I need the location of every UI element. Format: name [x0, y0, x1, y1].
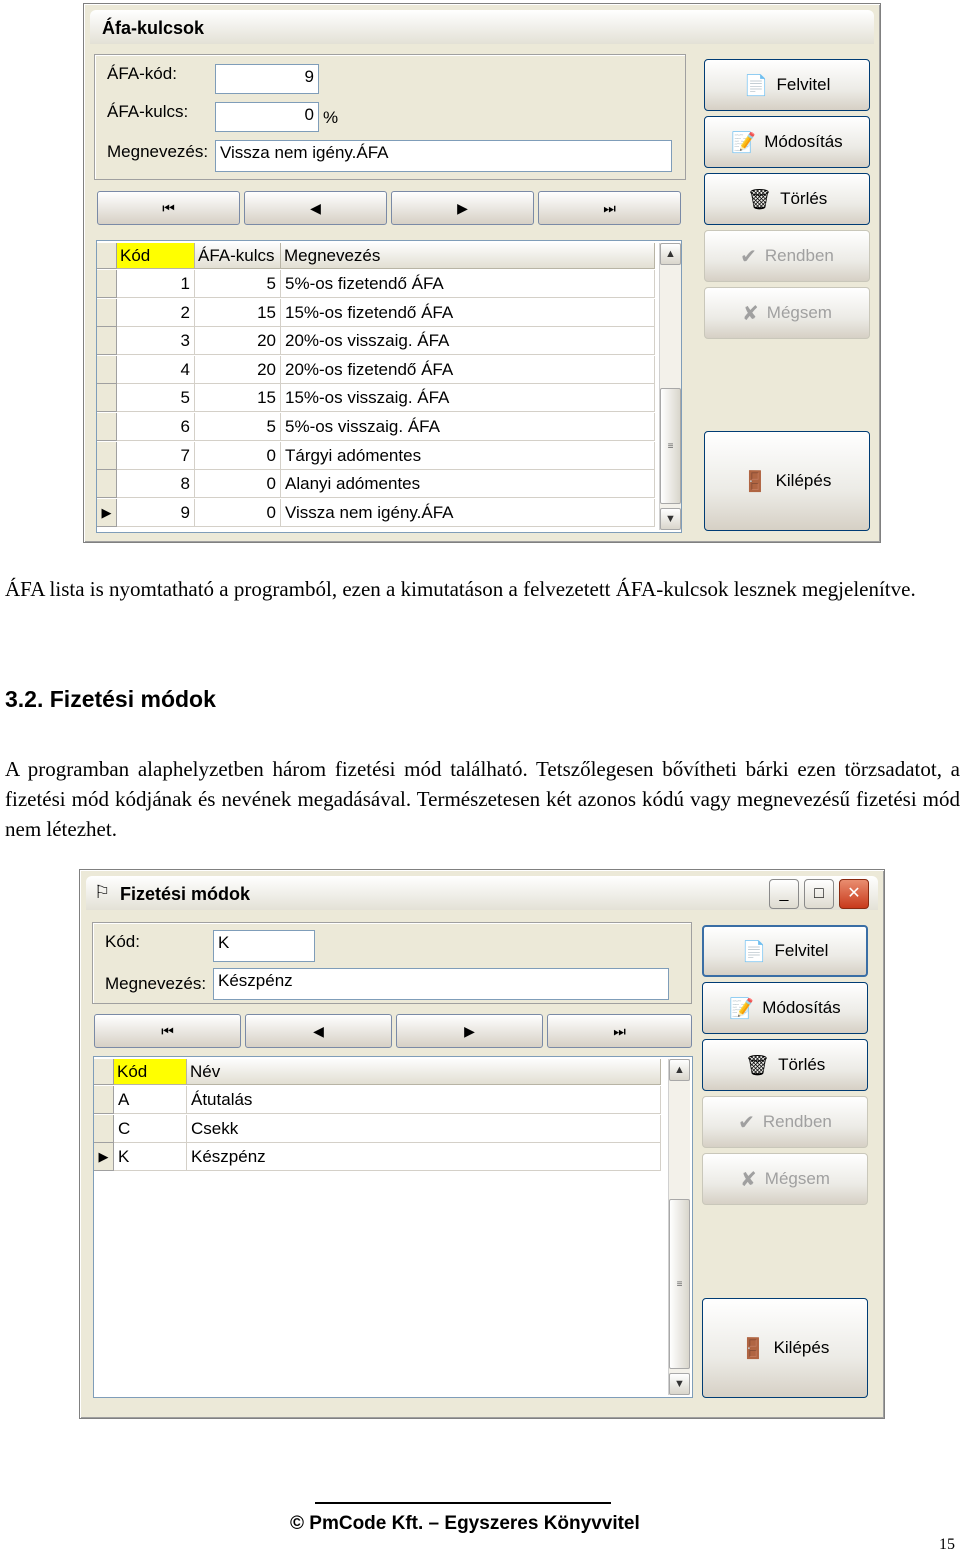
- minimize-icon[interactable]: _: [769, 879, 799, 909]
- cell-kulcs[interactable]: 20: [195, 327, 281, 355]
- cell-megnevezes[interactable]: 20%-os fizetendő ÁFA: [281, 356, 655, 384]
- afa-kilepes-button[interactable]: [704, 431, 870, 531]
- afa-window-title: Áfa-kulcsok: [102, 18, 205, 38]
- cell-kulcs[interactable]: 0: [195, 470, 281, 498]
- cell-kod[interactable]: 1: [117, 270, 195, 298]
- fm-kilepes-label: Kilépés: [773, 1338, 830, 1357]
- fm-megnevezes-input[interactable]: Készpénz: [213, 968, 669, 1000]
- cell-kod[interactable]: A: [114, 1086, 187, 1114]
- fm-kod-input[interactable]: K: [213, 930, 315, 962]
- afa-kulcs-label: ÁFA-kulcs:: [107, 102, 189, 121]
- row-indicator: [97, 470, 117, 498]
- cell-kod[interactable]: 2: [117, 299, 195, 327]
- row-indicator: [97, 384, 117, 412]
- afa-megnevezes-input[interactable]: Vissza nem igény.ÁFA: [215, 140, 672, 172]
- row-indicator: [97, 299, 117, 327]
- exit-door-icon: 🚪: [742, 470, 768, 493]
- fm-nav-prev-button[interactable]: ◀: [245, 1014, 392, 1048]
- afa-kilepes-label: Kilépés: [775, 471, 832, 490]
- afa-kulcs-input[interactable]: 0: [215, 102, 319, 132]
- fm-titlebar: [86, 876, 878, 910]
- fm-scroll-up-icon[interactable]: ▲: [669, 1059, 690, 1081]
- afa-megsem-button[interactable]: [704, 287, 870, 339]
- fm-scroll-thumb[interactable]: ≡: [669, 1199, 690, 1369]
- afa-nav-last-button[interactable]: ⏭: [538, 191, 681, 225]
- row-indicator: [97, 327, 117, 355]
- fm-grid: [93, 1056, 693, 1398]
- row-indicator: ▶: [94, 1143, 114, 1171]
- fm-scroll-down-icon[interactable]: ▼: [669, 1373, 690, 1395]
- page-number: 15: [939, 1536, 955, 1553]
- cell-megnevezes[interactable]: 20%-os visszaig. ÁFA: [281, 327, 655, 355]
- row-indicator: ▶: [97, 499, 117, 527]
- paragraph-fizetesi-modok: A programban alaphelyzetben három fizetési mód található. Tetszőlegesen bővítheti bárki ezen törzsadatot, a fizetési mód kódjának és nevének megadásával. Természetesen két azonos kódú vagy megnevezésű fizetési mód nem létezhet.: [5, 757, 960, 841]
- afa-grid-header-kulcs[interactable]: ÁFA-kulcs: [195, 243, 281, 269]
- afa-grid-header-kod[interactable]: Kód: [117, 243, 195, 269]
- fm-felvitel-label: Felvitel: [774, 941, 829, 960]
- row-indicator: [97, 270, 117, 298]
- fm-modositas-button[interactable]: [702, 982, 868, 1034]
- afa-kulcs-unit: %: [323, 108, 339, 127]
- fm-rendben-button[interactable]: [702, 1096, 868, 1148]
- afa-grid-corner: [97, 243, 117, 269]
- cell-kulcs[interactable]: 5: [195, 413, 281, 441]
- fm-kod-label: Kód:: [105, 932, 140, 951]
- afa-window: [83, 3, 881, 543]
- close-icon[interactable]: ✕: [839, 879, 869, 909]
- fm-window-title: Fizetési módok: [120, 884, 251, 904]
- cell-kod[interactable]: 7: [117, 442, 195, 470]
- fm-rendben-label: Rendben: [762, 1112, 832, 1131]
- cell-kulcs[interactable]: 20: [195, 356, 281, 384]
- fm-app-icon: ⚐: [94, 882, 111, 902]
- fm-modositas-label: Módosítás: [762, 998, 841, 1017]
- row-indicator: [94, 1115, 114, 1143]
- fm-grid-scrollbar[interactable]: [668, 1059, 690, 1395]
- row-indicator: [97, 356, 117, 384]
- footer-copyright: © PmCode Kft. – Egyszeres Könyvvitel: [290, 1513, 640, 1534]
- cell-megnevezes[interactable]: 5%-os visszaig. ÁFA: [281, 413, 655, 441]
- fm-kilepes-button[interactable]: [702, 1298, 868, 1398]
- afa-felvitel-button[interactable]: [704, 59, 870, 111]
- cell-kulcs[interactable]: 15: [195, 384, 281, 412]
- cell-kod[interactable]: C: [114, 1115, 187, 1143]
- fm-grid-header-kod[interactable]: Kód: [114, 1059, 187, 1085]
- afa-scroll-down-icon[interactable]: ▼: [660, 508, 681, 530]
- new-document-icon: 📄: [743, 74, 769, 97]
- fm-grid-header-nev[interactable]: Név: [187, 1059, 661, 1085]
- afa-megsem-label: Mégsem: [766, 303, 832, 322]
- check-icon: ✔: [740, 245, 757, 268]
- afa-modositas-label: Módosítás: [764, 132, 843, 151]
- cell-kod[interactable]: 8: [117, 470, 195, 498]
- afa-scroll-up-icon[interactable]: ▲: [660, 243, 681, 265]
- row-indicator: [97, 442, 117, 470]
- afa-grid: [96, 240, 682, 533]
- fm-megsem-button[interactable]: [702, 1153, 868, 1205]
- fm-nav-next-button[interactable]: ▶: [396, 1014, 543, 1048]
- cell-kod[interactable]: 4: [117, 356, 195, 384]
- fm-nav-last-button[interactable]: ⏭: [547, 1014, 692, 1048]
- fm-felvitel-button[interactable]: [702, 925, 868, 977]
- fm-nav-first-button[interactable]: ⏮: [94, 1014, 241, 1048]
- cell-kod[interactable]: 9: [117, 499, 195, 527]
- paragraph-afa-lista: ÁFA lista is nyomtatható a programból, ezen a kimutatáson a felvezetett ÁFA-kulcsok lesznek megjelenítve.: [5, 577, 916, 601]
- cell-kod[interactable]: 6: [117, 413, 195, 441]
- check-icon: ✔: [738, 1111, 755, 1134]
- afa-torles-button[interactable]: [704, 173, 870, 225]
- cell-megnevezes[interactable]: Alanyi adómentes: [281, 470, 655, 498]
- afa-rendben-label: Rendben: [764, 246, 834, 265]
- trash-icon: 🗑: [744, 1054, 771, 1077]
- afa-torles-label: Törlés: [780, 189, 828, 208]
- fm-megsem-label: Mégsem: [764, 1169, 830, 1188]
- cell-nev[interactable]: Csekk: [187, 1115, 661, 1143]
- afa-modositas-button[interactable]: [704, 116, 870, 168]
- section-heading: 3.2. Fizetési módok: [5, 686, 216, 712]
- footer-rule: [315, 1502, 611, 1504]
- afa-kod-label: ÁFA-kód:: [107, 64, 177, 83]
- afa-nav-first-button[interactable]: ⏮: [97, 191, 240, 225]
- cell-kod[interactable]: 5: [117, 384, 195, 412]
- afa-felvitel-label: Felvitel: [776, 75, 831, 94]
- cell-megnevezes[interactable]: Vissza nem igény.ÁFA: [281, 499, 655, 527]
- cell-kulcs[interactable]: 0: [195, 499, 281, 527]
- fm-window: [79, 869, 885, 1419]
- trash-icon: 🗑: [746, 188, 773, 211]
- fm-grid-corner: [94, 1059, 114, 1085]
- afa-grid-header-megnevezes[interactable]: Megnevezés: [281, 243, 655, 269]
- afa-megnevezes-label: Megnevezés:: [107, 142, 209, 161]
- exit-door-icon: 🚪: [740, 1337, 766, 1360]
- maximize-icon[interactable]: □: [804, 879, 834, 909]
- edit-icon: 📝: [729, 997, 755, 1020]
- cell-kulcs[interactable]: 5: [195, 270, 281, 298]
- afa-nav-prev-button[interactable]: ◀: [244, 191, 387, 225]
- cell-megnevezes[interactable]: Tárgyi adómentes: [281, 442, 655, 470]
- row-indicator: [97, 413, 117, 441]
- new-document-icon: 📄: [741, 940, 767, 963]
- cell-nev[interactable]: Készpénz: [187, 1143, 661, 1171]
- edit-icon: 📝: [731, 131, 757, 154]
- cell-kulcs[interactable]: 0: [195, 442, 281, 470]
- fm-torles-label: Törlés: [778, 1055, 826, 1074]
- cell-megnevezes[interactable]: 15%-os fizetendő ÁFA: [281, 299, 655, 327]
- fm-torles-button[interactable]: [702, 1039, 868, 1091]
- cell-megnevezes[interactable]: 5%-os fizetendő ÁFA: [281, 270, 655, 298]
- cancel-x-icon: ✘: [742, 302, 759, 325]
- cell-kod[interactable]: 3: [117, 327, 195, 355]
- afa-nav-next-button[interactable]: ▶: [391, 191, 534, 225]
- afa-rendben-button[interactable]: [704, 230, 870, 282]
- row-indicator: [94, 1086, 114, 1114]
- afa-scroll-thumb[interactable]: ≡: [660, 388, 681, 504]
- afa-titlebar: [90, 10, 874, 44]
- cell-kulcs[interactable]: 15: [195, 299, 281, 327]
- cancel-x-icon: ✘: [740, 1168, 757, 1191]
- cell-kod[interactable]: K: [114, 1143, 187, 1171]
- afa-grid-scrollbar[interactable]: [659, 243, 681, 530]
- fm-megnevezes-label: Megnevezés:: [105, 974, 207, 993]
- cell-megnevezes[interactable]: 15%-os visszaig. ÁFA: [281, 384, 655, 412]
- afa-kod-input[interactable]: 9: [215, 64, 319, 94]
- cell-nev[interactable]: Átutalás: [187, 1086, 661, 1114]
